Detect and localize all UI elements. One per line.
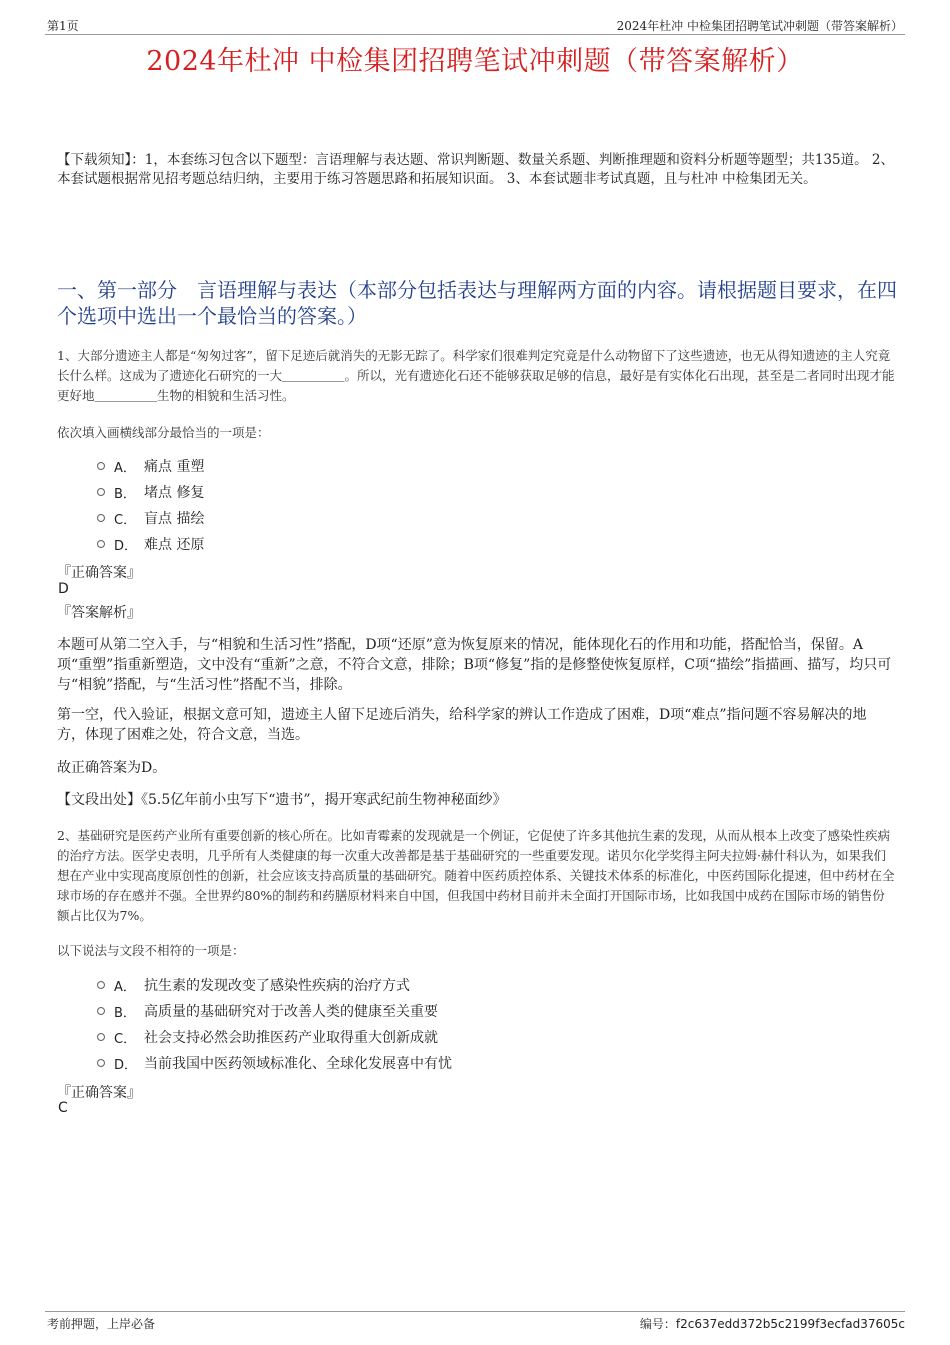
option-a[interactable]: A． 痛点 重塑	[97, 453, 204, 479]
radio-icon[interactable]	[97, 488, 105, 496]
answer-label: 『正确答案』	[57, 565, 141, 581]
document-title: 2024年杜冲 中检集团招聘笔试冲刺题（带答案解析）	[146, 46, 804, 77]
radio-icon[interactable]	[97, 1059, 105, 1067]
option-text: 高质量的基础研究对于改善人类的健康至关重要	[144, 1004, 438, 1020]
page-number: 第1页	[47, 19, 79, 33]
question-2-options	[97, 972, 452, 1076]
question-2-prompt: 以下说法与文段不相符的一项是：	[57, 943, 245, 958]
option-d[interactable]: D． 难点 还原	[97, 531, 204, 557]
question-1-options	[97, 453, 204, 557]
option-b[interactable]: B． 堵点 修复	[97, 479, 204, 505]
page-header	[45, 14, 905, 35]
option-text: 社会支持必然会助推医药产业取得重大创新成就	[144, 1030, 438, 1046]
analysis-label: 『答案解析』	[57, 605, 141, 621]
radio-icon[interactable]	[97, 462, 105, 470]
header-doc-title: 2024年杜冲 中检集团招聘笔试冲刺题（带答案解析）	[616, 19, 903, 33]
source-citation: 【文段出处】《5.5亿年前小虫写下“遗书”，揭开寒武纪前生物神秘面纱》	[57, 792, 507, 808]
question-1-text: 1、大部分遗迹主人都是“匆匆过客”，留下足迹后就消失的无影无踪了。科学家们很难判定究竟是什么动物留下了这些遗迹，也无从得知遗迹的主人究竟长什么样。这成为了遗迹化石研究的一大＿＿＿＿＿。所以，光有遗迹化石还不能够获取足够的信息，最好是有实体化石出现，甚至是二者同时出现才能更好地＿＿＿＿＿生物的相貌和生活习性。	[57, 348, 895, 403]
option-c[interactable]: C． 社会支持必然会助推医药产业取得重大创新成就	[97, 1024, 452, 1050]
footer-code-label: 编号：	[639, 1317, 676, 1331]
question-1-prompt: 依次填入画横线部分最恰当的一项是：	[57, 425, 270, 440]
analysis-paragraph: 第一空，代入验证，根据文意可知，遗迹主人留下足迹后消失，给科学家的辨认工作造成了困难，D项“难点”指问题不容易解决的地方，体现了困难之处，符合文意，当选。	[57, 707, 867, 743]
radio-icon[interactable]	[97, 514, 105, 522]
radio-icon[interactable]	[97, 1033, 105, 1041]
footer-slogan: 考前押题，上岸必备	[47, 1317, 156, 1331]
option-c[interactable]: C． 盲点 描绘	[97, 505, 204, 531]
option-text: 抗生素的发现改变了感染性疾病的治疗方式	[144, 978, 410, 994]
answer-label: 『正确答案』	[57, 1085, 141, 1101]
question-2-text: 2、基础研究是医药产业所有重要创新的核心所在。比如青霉素的发现就是一个例证，它促使了许多其他抗生素的发现，从而从根本上改变了感染性疾病的治疗方法。医学史表明，几乎所有人类健康的每一次重大改善都是基于基础研究的一些重要发现。诺贝尔化学奖得主阿夫拉姆·赫什科认为，如果我们想在产业中实现高度原创性的创新，社会应该支持高质量的基础研究。随着中医药质控体系、关键技术体系的标准化，中医药国际化提速，但中药材在全球市场的存在感并不强。全世界约80%的制药和药膳原材料来自中国，但我国中药材目前并未全面打开国际市场，比如我国中成药在国际市场的销售份额占比仅为7%。	[57, 828, 895, 923]
radio-icon[interactable]	[97, 981, 105, 989]
answer-value: C	[58, 1100, 68, 1116]
option-a[interactable]: A． 抗生素的发现改变了感染性疾病的治疗方式	[97, 972, 452, 998]
footer-code	[640, 1315, 905, 1332]
analysis-paragraph: 本题可从第二空入手，与“相貌和生活习性”搭配，D项“还原”意为恢复原来的情况，能体现化石的作用和功能，搭配恰当，保留。A项“重塑”指重新塑造，文中没有“重新”之意，不符合文意，排除；B项“修复”指的是修整使恢复原样，C项“描绘”指描画、描写，均只可与“相貌”搭配，与“生活习性”搭配不当，排除。	[57, 637, 892, 693]
option-text: 难点 还原	[144, 537, 205, 553]
footer-divider	[45, 1311, 905, 1312]
footer-code-value: f2c637edd372b5c2199f3ecfad37605c	[675, 1317, 905, 1331]
option-d[interactable]: D． 当前我国中医药领域标准化、全球化发展喜中有忧	[97, 1050, 452, 1076]
option-text: 当前我国中医药领域标准化、全球化发展喜中有忧	[144, 1056, 452, 1072]
analysis-conclusion: 故正确答案为D。	[57, 760, 167, 776]
option-text: 堵点 修复	[144, 485, 205, 501]
option-b[interactable]: B． 高质量的基础研究对于改善人类的健康至关重要	[97, 998, 452, 1024]
radio-icon[interactable]	[97, 1007, 105, 1015]
download-notice: 【下载须知】：1，本套练习包含以下题型：言语理解与表达题、常识判断题、数量关系题、判断推理题和资料分析题等题型；共135道。 2、本套试题根据常见招考题总结归纳，主要用于练习答题思路和拓展知识面。 3、本套试题非考试真题，且与杜冲 中检集团无关。	[57, 152, 894, 187]
answer-value: D	[58, 581, 69, 597]
section-heading: 一、第一部分 言语理解与表达（本部分包括表达与理解两方面的内容。请根据题目要求，在四个选项中选出一个最恰当的答案。）	[57, 278, 897, 328]
option-text: 痛点 重塑	[144, 459, 205, 475]
option-text: 盲点 描绘	[144, 511, 205, 527]
radio-icon[interactable]	[97, 540, 105, 548]
